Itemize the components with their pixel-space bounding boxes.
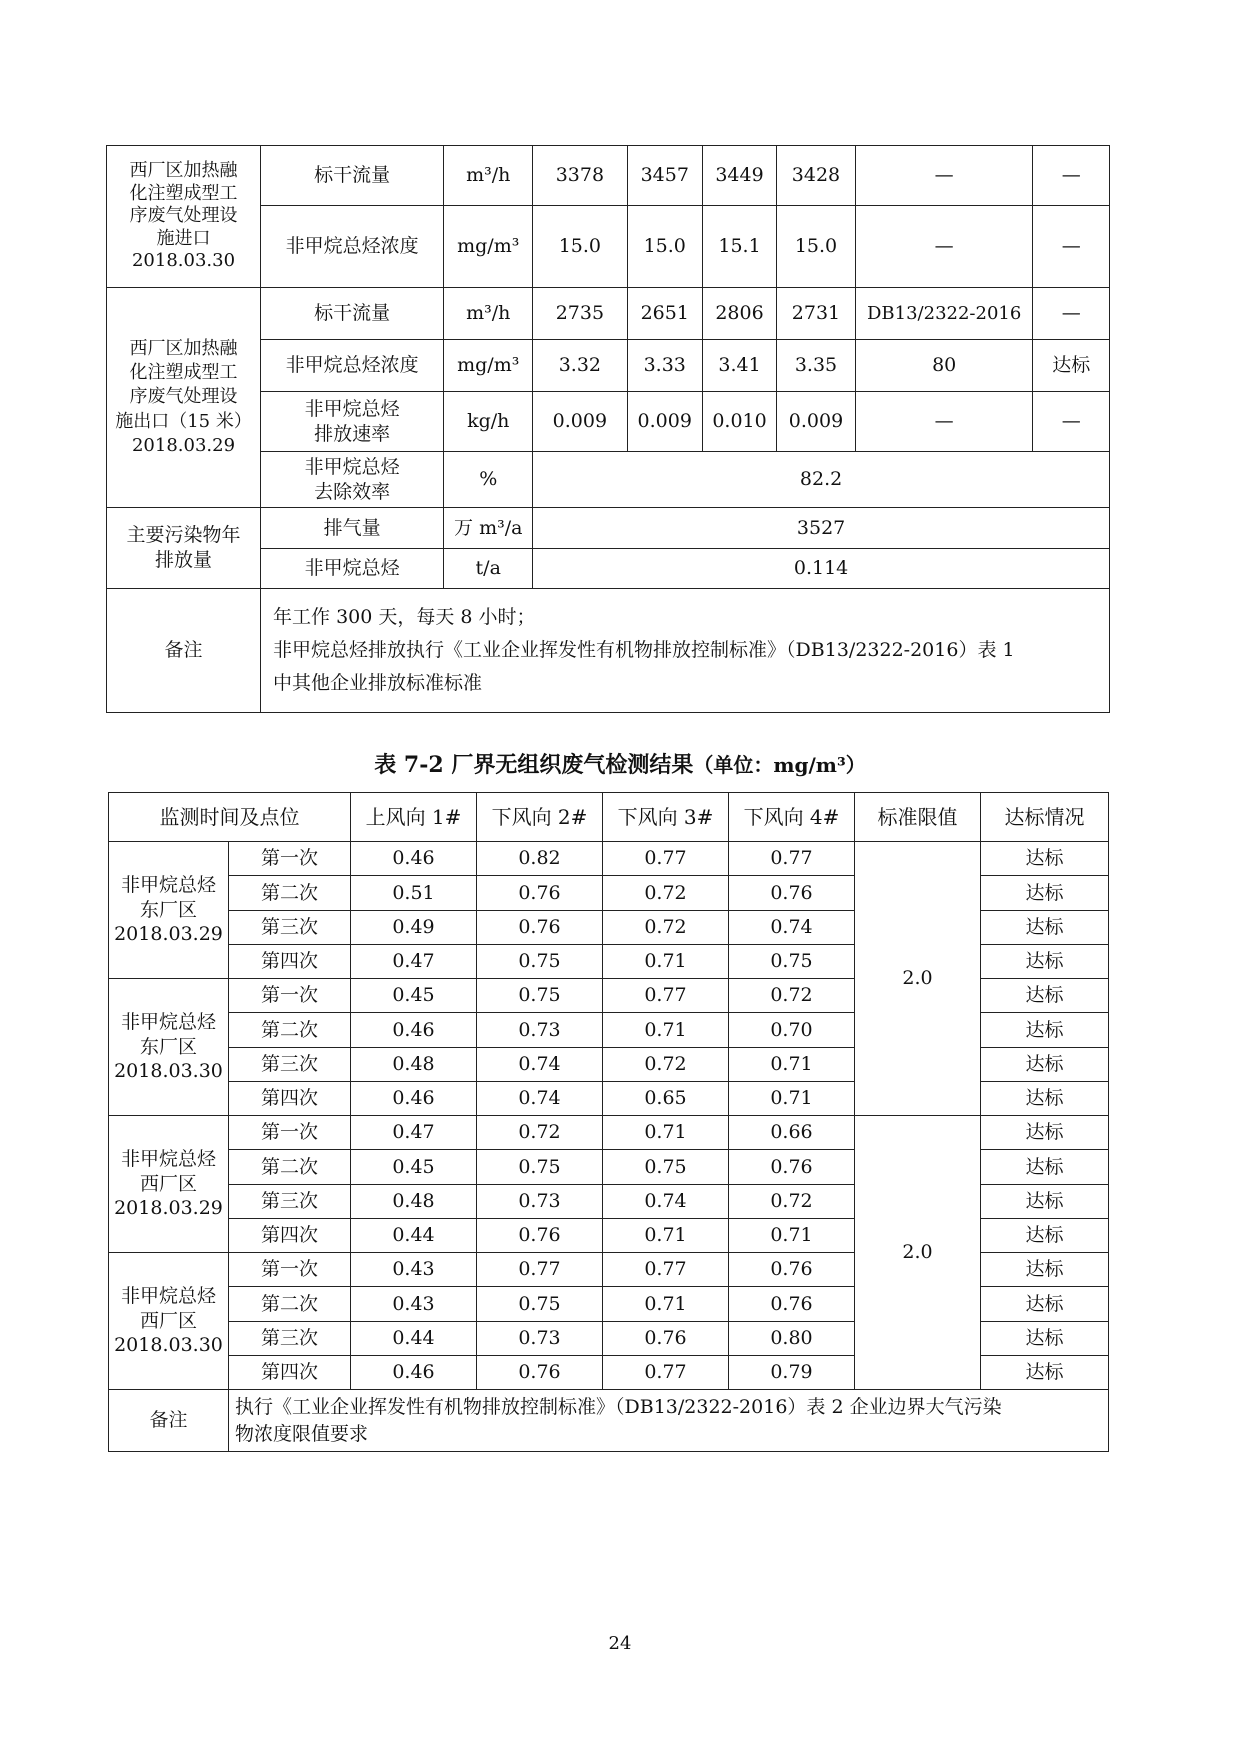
value-cell: 3.32 — [533, 340, 627, 392]
result-cell: 达标 — [981, 1287, 1109, 1321]
header-downwind-3: 下风向 3# — [603, 793, 729, 842]
value-cell: 0.76 — [477, 1218, 603, 1252]
note-line: 执行《工业企业挥发性有机物排放控制标准》（DB13/2322-2016）表 2 企业边界大气污染 — [235, 1396, 1002, 1418]
unit-cell: m³/h — [444, 146, 533, 206]
round-cell: 第三次 — [229, 1321, 351, 1355]
location-cell — [107, 288, 261, 508]
value-cell: 0.77 — [603, 979, 729, 1013]
round-cell: 第三次 — [229, 910, 351, 944]
value-cell: 3378 — [533, 146, 627, 206]
value-cell: 0.74 — [729, 910, 855, 944]
value-cell: 0.73 — [477, 1013, 603, 1047]
round-cell: 第四次 — [229, 1081, 351, 1115]
value-cell: 0.48 — [351, 1047, 477, 1081]
item-line: 非甲烷总烃 — [304, 455, 400, 478]
value-cell: 0.75 — [603, 1150, 729, 1184]
table-row — [109, 1116, 1109, 1150]
location-cell — [109, 842, 229, 979]
value-cell: 0.76 — [729, 1287, 855, 1321]
value-cell: 0.66 — [729, 1116, 855, 1150]
value-cell: 0.72 — [729, 1184, 855, 1218]
value-cell: 0.77 — [729, 842, 855, 876]
unit-cell: m³/h — [444, 288, 533, 340]
standard-cell: — — [855, 206, 1033, 288]
value-cell: 0.72 — [729, 979, 855, 1013]
value-cell: 0.49 — [351, 910, 477, 944]
location-line: 西厂区 — [139, 1172, 197, 1195]
standard-cell: — — [855, 392, 1033, 452]
item-line: 排放速率 — [314, 422, 391, 445]
value-cell: 0.77 — [477, 1253, 603, 1287]
value-cell: 0.43 — [351, 1253, 477, 1287]
value-cell: 0.71 — [729, 1047, 855, 1081]
average-cell: 15.0 — [777, 206, 856, 288]
table-body — [109, 842, 1109, 1452]
location-cell — [107, 146, 261, 288]
location-cell — [109, 1253, 229, 1390]
item-cell: 排气量 — [261, 508, 444, 549]
value-cell: 0.72 — [603, 876, 729, 910]
note-line: 年工作 300 天，每天 8 小时； — [273, 605, 536, 628]
location-line: 化注塑成型工 — [129, 182, 238, 204]
result-cell: 达标 — [981, 1218, 1109, 1252]
result-cell: — — [1033, 206, 1110, 288]
location-line: 2018.03.30 — [131, 250, 236, 272]
value-cell: 0.72 — [477, 1116, 603, 1150]
result-cell: — — [1033, 392, 1110, 452]
value-cell: 0.73 — [477, 1184, 603, 1218]
average-cell: 2731 — [777, 288, 856, 340]
value-cell: 0.71 — [603, 1013, 729, 1047]
value-cell: 0.44 — [351, 1321, 477, 1355]
round-cell: 第三次 — [229, 1184, 351, 1218]
table-title — [0, 748, 1240, 779]
value-cell: 0.46 — [351, 1013, 477, 1047]
item-cell: 非甲烷总烃浓度 — [261, 340, 444, 392]
note-content-cell — [229, 1390, 1109, 1452]
result-cell: 达标 — [981, 1081, 1109, 1115]
value-cell: 3.33 — [627, 340, 702, 392]
note-line: 物浓度限值要求 — [235, 1422, 369, 1445]
location-line: 东厂区 — [139, 898, 197, 921]
value-cell: 15.0 — [627, 206, 702, 288]
value-cell: 0.77 — [603, 842, 729, 876]
location-line: 序废气处理设 — [129, 205, 238, 227]
header-downwind-4: 下风向 4# — [729, 793, 855, 842]
header-compliance: 达标情况 — [981, 793, 1109, 842]
standard-cell: DB13/2322-2016 — [855, 288, 1033, 340]
item-cell: 非甲烷总烃浓度 — [261, 206, 444, 288]
value-cell: 3.41 — [702, 340, 776, 392]
value-cell: 0.46 — [351, 1081, 477, 1115]
value-cell: 0.82 — [477, 842, 603, 876]
location-line: 化注塑成型工 — [129, 362, 238, 384]
unit-cell: mg/m³ — [444, 340, 533, 392]
result-cell: — — [1033, 288, 1110, 340]
location-line: 非甲烷总烃 — [120, 1147, 216, 1170]
value-cell: 0.75 — [477, 1150, 603, 1184]
value-cell: 0.76 — [477, 910, 603, 944]
value-cell: 0.43 — [351, 1287, 477, 1321]
unit-cell: 万 m³/a — [444, 508, 533, 549]
item-cell: 标干流量 — [261, 288, 444, 340]
item-cell — [261, 452, 444, 508]
table-title-unit: （单位：mg/m³） — [693, 753, 866, 777]
location-cell — [109, 1116, 229, 1253]
value-cell: 0.77 — [603, 1355, 729, 1389]
note-label-cell: 备注 — [107, 589, 261, 713]
value-cell: 0.44 — [351, 1218, 477, 1252]
value-cell: 0.010 — [702, 392, 776, 452]
round-cell: 第四次 — [229, 944, 351, 978]
round-cell: 第四次 — [229, 1218, 351, 1252]
location-line: 非甲烷总烃 — [120, 1284, 216, 1307]
average-cell: 3428 — [777, 146, 856, 206]
value-cell: 0.47 — [351, 1116, 477, 1150]
average-cell: 0.009 — [777, 392, 856, 452]
value-cell: 0.009 — [627, 392, 702, 452]
page-number: 24 — [608, 1633, 632, 1654]
standard-cell: — — [855, 146, 1033, 206]
item-line: 非甲烷总烃 — [304, 397, 400, 420]
value-cell: 0.45 — [351, 1150, 477, 1184]
result-cell: 达标 — [981, 1355, 1109, 1389]
value-cell: 0.71 — [603, 1218, 729, 1252]
item-line: 去除效率 — [314, 480, 391, 503]
value-cell: 0.47 — [351, 944, 477, 978]
value-cell: 0.76 — [729, 1253, 855, 1287]
standard-limit-cell: 2.0 — [855, 1116, 981, 1390]
unit-cell: % — [444, 452, 533, 508]
value-cell: 0.76 — [729, 1150, 855, 1184]
round-cell: 第一次 — [229, 1116, 351, 1150]
value-cell: 0.65 — [603, 1081, 729, 1115]
value-cell: 3457 — [627, 146, 702, 206]
value-cell: 0.74 — [603, 1184, 729, 1218]
note-row — [109, 1390, 1109, 1452]
location-line: 2018.03.30 — [114, 1334, 223, 1357]
value-cell: 0.71 — [729, 1218, 855, 1252]
location-line: 2018.03.29 — [114, 1197, 223, 1220]
value-cell: 0.71 — [603, 1287, 729, 1321]
result-cell: 达标 — [1033, 340, 1110, 392]
header-downwind-2: 下风向 2# — [477, 793, 603, 842]
value-cell: 3449 — [702, 146, 776, 206]
round-cell: 第一次 — [229, 842, 351, 876]
value-cell: 0.75 — [477, 1287, 603, 1321]
location-line: 施出口（15 米） — [115, 410, 252, 432]
value-cell: 2651 — [627, 288, 702, 340]
annual-value-cell: 3527 — [533, 508, 1110, 549]
value-cell: 0.009 — [533, 392, 627, 452]
header-standard-limit: 标准限值 — [855, 793, 981, 842]
round-cell: 第二次 — [229, 876, 351, 910]
result-cell: 达标 — [981, 1321, 1109, 1355]
value-cell: 0.71 — [603, 1116, 729, 1150]
value-cell: 0.76 — [477, 876, 603, 910]
standard-limit-cell: 2.0 — [855, 842, 981, 1116]
result-cell: 达标 — [981, 842, 1109, 876]
table-title-text: 表 7-2 厂界无组织废气检测结果 — [374, 752, 694, 778]
round-cell: 第一次 — [229, 979, 351, 1013]
location-line: 西厂区加热融 — [129, 160, 238, 182]
location-line: 非甲烷总烃 — [120, 1010, 216, 1033]
table-row — [109, 842, 1109, 876]
annual-emission-label-cell — [107, 508, 261, 589]
value-cell: 0.48 — [351, 1184, 477, 1218]
round-cell: 第四次 — [229, 1355, 351, 1389]
value-cell: 0.45 — [351, 979, 477, 1013]
location-line: 序废气处理设 — [129, 386, 238, 408]
value-cell: 0.72 — [603, 1047, 729, 1081]
annual-value-cell: 0.114 — [533, 549, 1110, 589]
value-cell: 2806 — [702, 288, 776, 340]
value-cell: 0.79 — [729, 1355, 855, 1389]
location-line: 2018.03.30 — [114, 1060, 223, 1083]
result-cell: 达标 — [981, 910, 1109, 944]
value-cell: 0.76 — [477, 1355, 603, 1389]
header-location: 监测时间及点位 — [109, 793, 351, 842]
item-cell: 标干流量 — [261, 146, 444, 206]
standard-cell: 80 — [855, 340, 1033, 392]
result-cell: 达标 — [981, 1184, 1109, 1218]
unit-cell: t/a — [444, 549, 533, 589]
exhaust-monitoring-table — [106, 145, 1110, 713]
location-line: 2018.03.29 — [131, 434, 236, 456]
value-cell: 0.77 — [603, 1253, 729, 1287]
header-upwind-1: 上风向 1# — [351, 793, 477, 842]
result-cell: 达标 — [981, 1253, 1109, 1287]
value-cell: 0.80 — [729, 1321, 855, 1355]
fugitive-emission-table — [108, 792, 1109, 1452]
result-cell: 达标 — [981, 876, 1109, 910]
value-cell: 15.1 — [702, 206, 776, 288]
average-cell: 3.35 — [777, 340, 856, 392]
annual-label-line: 排放量 — [155, 549, 213, 571]
result-cell: 达标 — [981, 1150, 1109, 1184]
unit-cell: kg/h — [444, 392, 533, 452]
value-cell: 0.70 — [729, 1013, 855, 1047]
location-line: 非甲烷总烃 — [120, 873, 216, 896]
value-cell: 0.74 — [477, 1047, 603, 1081]
result-cell: 达标 — [981, 979, 1109, 1013]
value-cell: 0.75 — [477, 979, 603, 1013]
location-line: 东厂区 — [139, 1035, 197, 1058]
value-cell: 0.51 — [351, 876, 477, 910]
value-cell: 0.76 — [603, 1321, 729, 1355]
value-cell: 0.76 — [729, 876, 855, 910]
result-cell: 达标 — [981, 944, 1109, 978]
round-cell: 第二次 — [229, 1150, 351, 1184]
note-content-cell — [261, 589, 1110, 713]
note-line: 非甲烷总烃排放执行《工业企业挥发性有机物排放控制标准》（DB13/2322-2016）表 1 — [273, 638, 1015, 661]
value-cell: 15.0 — [533, 206, 627, 288]
value-cell: 0.75 — [477, 944, 603, 978]
value-cell: 0.74 — [477, 1081, 603, 1115]
location-cell — [109, 979, 229, 1116]
value-cell: 0.46 — [351, 1355, 477, 1389]
round-cell: 第三次 — [229, 1047, 351, 1081]
item-cell — [261, 392, 444, 452]
result-cell: 达标 — [981, 1047, 1109, 1081]
location-line: 施进口 — [156, 227, 211, 249]
unit-cell: mg/m³ — [444, 206, 533, 288]
result-cell: — — [1033, 146, 1110, 206]
location-line: 2018.03.29 — [114, 923, 223, 946]
round-cell: 第一次 — [229, 1253, 351, 1287]
note-line: 中其他企业排放标准标准 — [273, 672, 483, 695]
value-cell: 0.73 — [477, 1321, 603, 1355]
value-cell: 2735 — [533, 288, 627, 340]
value-cell: 0.72 — [603, 910, 729, 944]
annual-label-line: 主要污染物年 — [126, 524, 241, 547]
round-cell: 第二次 — [229, 1287, 351, 1321]
value-cell: 0.71 — [603, 944, 729, 978]
round-cell: 第二次 — [229, 1013, 351, 1047]
value-cell: 0.71 — [729, 1081, 855, 1115]
value-cell: 0.75 — [729, 944, 855, 978]
result-cell: 达标 — [981, 1116, 1109, 1150]
item-cell: 非甲烷总烃 — [261, 549, 444, 589]
value-cell: 0.46 — [351, 842, 477, 876]
location-line: 西厂区加热融 — [129, 337, 238, 359]
efficiency-value-cell: 82.2 — [533, 452, 1110, 508]
location-line: 西厂区 — [139, 1309, 197, 1332]
note-label-cell: 备注 — [109, 1390, 229, 1452]
result-cell: 达标 — [981, 1013, 1109, 1047]
